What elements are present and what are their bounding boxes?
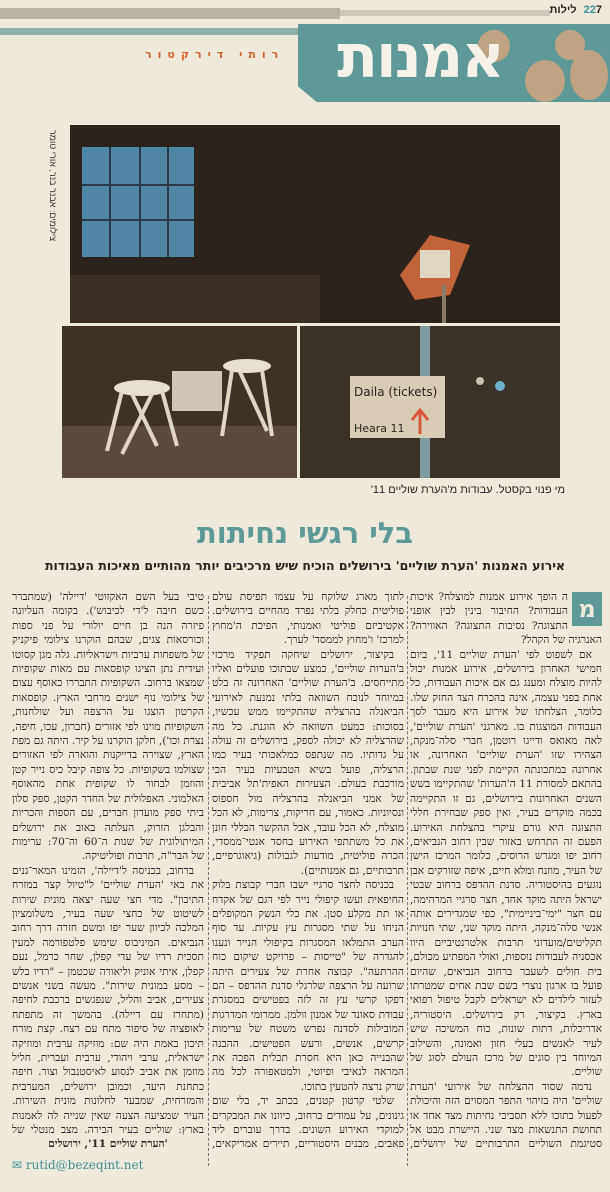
sign-text-line1: Daila (tickets) [354, 385, 438, 399]
decorative-blob [525, 60, 565, 102]
decorative-blob [570, 50, 608, 100]
byline: רותי דירקטור [145, 48, 285, 61]
article-subhead: אירוע האמנות 'הערת שוליים' בירושלים הוכיח שיש מרכיבים יותר מהותיים מאיכות העבודות [44, 558, 566, 573]
section-title: אמנות [337, 22, 503, 92]
paragraph: שלטי קרטון קטנים, בכתב יד, בלי שום גינונים, על עמודים ברחוב, כיוונו את המבקרים למוקדי האירוע השונים. בדרך עוברים ליד פאבים, מבנים היסטוריים, תיירים אמריקאים, [212, 1095, 404, 1150]
article-signoff: 'הערת שוליים 11', ירושלים [12, 1137, 204, 1151]
page-number: 22 [583, 4, 596, 16]
paragraph: טיבי בעל השם האקזוטי 'דיילה' (שמתברר כשם חיבה ל'די לכיבוש'). בקומה העליונה פיזרה הנה בן חיים יולורי על פני ספות וכורסאות צגים, שבהם הוקרנו צילומי פיקניק של משפחות ערביות וישראליות. גלה מגן קסוטו ועידית נתן הציגו קופסאות עם מאות שקופיות שמצאו ברחוב. השקופיות התבררו כאוסף עצום של צילומי נוף ישנים מרחבי הארץ. קופסאות הקרטון הוצגו על הרצפה ועל שולחנות, השקופיות מוינו לפי אזורים (חברון, עכו, חיפה, נצרת וכו'), חלקן הוקרנו על קיר. היתה גם מפת הארץ, שצוירה בדייקנות והוארה לפי האזורים שצולמו בשקופיות. כל צופה קיבל כיס נייר קטן והוזמן לבחור לו שקופית אחת מהאוסף האלמוני. האפלולית של החדר הקטן, ספק סלון ביתי ספק מועדון חברים, עם הספות והכריות והבלגן הזרוק, העלתה באוב את ירושלים המיתולוגית של שנות ה־60 וה־70: ערימות של הבר"ה, תרבות ופוליטיקה. [12, 591, 204, 863]
paragraph: בקיצור, ירושלים שיחקה תפקיד מרכזי ב'הערות שוליים', כמצע שבתוכו פועלים ואליו מתייחסים. ב'הערת שוליים' האחרונה זה בלט במיוחד לנוכח השוואה בלתי נמנעת לאירועי הביאנלה בהרצליה שהתקיימו ממש עכשיו, בסוכות: כמעט השוואה לא הוגנת. כל מה שהרצליה לא יכולה לספק, בירושלים זה עולה על גדותיו. מה שנתפס כמלאכותי בעיר כמו הרצליה, פועל בשיא הטבעיות בעיר הכי מורכבת בעולם. הצעירות האפית'תל אביבית של אמני הביאנלה בהרצליה מול חספוס ונסיוניות. כאמור, עם חריקות, צרימות, לא הכל מוצלח, לא הכל עובד, אבל ההקשר הכללי חונן את כל משתתפי האירוע בחסד אנטי־ממסדי, הכרה פוליטית, מודעות לגבולות (גיאוגרפיים, תרבותיים, גם אמנותיים). [212, 648, 404, 877]
photo-spread [42, 122, 562, 482]
photo-image [62, 326, 297, 478]
photo-stools [62, 326, 297, 478]
page-info [549, 4, 602, 16]
column-divider [407, 596, 408, 1166]
article-column-2 [212, 590, 404, 1150]
photo-credit: צילומים: אבנר בנר, אורי טומר [48, 130, 58, 242]
paragraph: ה הופך אירוע אמנות למוצלח? איכות העבודות? החיבור בינין לבין אופני התצוגה? נסיבות התצוגה? האווירה? האנרגיה של הקהל? [410, 591, 602, 647]
header-strip [0, 28, 300, 35]
photo-sign [300, 326, 560, 478]
paragraph: אם לשפוט לפי 'הערת שוליים 11', ביום חמישי האחרון בירושלים, אירוע אמנות יכול להיות מוצלח ומענג גם אם איכות העבודות, כל אחת בפני עצמה, אינה בהכרח הצד החזק שלו. כלומר, הצלחתו של אירוע היא מעבר לסך העבודות המוצגות בו. מארגני 'הערת שוליים', לאה מאואס ודייגו רוטמן, חברי סלה־מנקה, הצהירו שזו 'הערת שוליים' האחרונה, או אחרונה במתכונתה הקיימת לפני שנת שבתון. בהתאם למסורת 11 ה'הערות' שהתקיימו בשש השנים האחרונות בירושלים, גם זו התקיימה בכמה מוקדים בעיר, ואין ספק שבחירת חללי התצוגה היא גורם עיקרי בהצלחת האירוע. הפעם זה התרחש באזור שבין רחוב הנביאים, רחוב יפו ומגרש הרוסים, כלומר המרכז הישן של העיר, מוזנח ומלא חיים, איפה שזורקים אבן נוגעים בהיסטוריה. סדנת ההדפס ברחוב שבטי ישראל היתה מוקד אחד, חצר סרגיי המרהימה, עם חצר "ימי־ביניימית", כפי שמגדירים אותה אנשי סלה־מנקה, היתה מוקד שני, שתי חנויות תקליטים/מועדוני תרבות אלטרנטיביים היוו אכסניה לעבודות נוספות, ואולי המפתיע מכולם, בית חולים לשעבר ברחוב הנביאים, שהיום פועל בו ארגון נוצרי בשם שבת אחים שמטרתו לעזור לילדים לא ישראלים לקבל טיפול רפואי בארץ. בקיצור, רק בירושלים. היסטוריה, אדריכלות, דתות שונות, כוח המשיכה שיש לעיר לאנשים בעלי חזון ואמונה, והשילוב המיוחד בין סוגים של מרכז העולם לסוג של שוליים. [410, 648, 602, 1079]
header-rule [340, 10, 550, 16]
author-email[interactable] [12, 1158, 143, 1172]
article-headline: בלי רגשי נחיתות [196, 516, 414, 550]
sign-text-line2: Heara 11 [354, 422, 405, 435]
email-text: rutid@bezeqint.net [25, 1158, 144, 1172]
envelope-icon: ✉ [12, 1158, 26, 1172]
header-rule [0, 8, 340, 19]
paragraph: ברחוב, בכניסה ל'דיילה', הזמינו המאר־גנים את באי 'הערת שוליים' ל"טיול קצר במזרח התיכון". מדי חצי שעה יצאה מונית שירות לשיטוט של כחצי שעה בעיר, משלומציון המלכה לכיוון שער יפו ומשם חזרה דרך רחוב הנביאים. המיניבוס שימש פלטפורמה למעין תסכית רדיו של עדי קפלן, שחר כרמל, נעם קפלן, איתי אוניק וליאורה שכטמן – "רדיו בלש – מסע במונית שירות". מעשה בשני אנשים צעירים, אביב והליל, שנפגשים ברכבת לחיפה (מתחרז עם דיילה). בהמשך זה מתפתח לאופציה של סיפור מתח עם רצח. קצת מורח תיכון באמת היה שם: מוזיקה ערבית ומוזיקה ישראלית, ערבי ויהודי, ערבית ועברית, חליל מוזמן את אביב לנסוע לאיסטנבול וצור. חיפה כתחנת היעד, וכמובן ירושלים, המערבית והמזרחית, שמבעד לחלונות מונית השירות. העיר שמציעה הצעה שאין שנייה לה לאמנות בארץ: שוליים בעיר הבירה. מצב מנטלי של [12, 864, 204, 1135]
photo-image [70, 125, 560, 323]
article-column-3 [12, 590, 204, 1135]
paragraph: בכניסה לחצר סרגיי ישבו חברי קבוצת בלוק החיפאית ועשו קיפולי נייר לפי דגם של אקדח או תת מקלע סטן. את כלי הנשק המקופלים הניחו על שתי מסגרות עץ עקיות. עד סוף הערב התמלאו המסגרות בקיפולי הנייר ונענו להגדרה של "טייסות – פרויקט שיקום כוח ההרתעה". קבוצה אחרת של צעירים היתה שרועה על הרצפה שלרגלי סדנת ההדפס – הם דפקו קרשי עץ זה לזה בפטישים במסגרת עבודת סאונד של אמנון וולמן. ממרומי המדרגות המובילות לסדנה נפרש משטח של ערימות קרשים, אנשים, ורעש הפטישים. ההבנה שהבנייה כאן היא חסרת תכלית הפכה את המראה לנאיבי ופיוטי, ולמטאפורה לכל מה שרק נרצה להטעין בתוכו. [212, 879, 404, 1093]
paragraph: לתוך מארג שלוקח על עצמו תפיסת עולם פוליטית כחלק בלתי נפרד מהחיים בירושלים. אקטיביזם פוליטי ואמנותי, הפיכת ה'מחוץ למרכז' ו'מחוץ לממסד' לערך. [212, 591, 404, 647]
drop-cap: מ [572, 592, 602, 626]
paragraph: נדמה שסוד ההצלחה של אירועי 'הערת שוליים' היה בזיהוי התפר המסוים הזה והיכולת לפעול בתוכו ללא תסביכי נחיתות מצד אחד או תחושת התנשאות מצד שני. היישרת מבט אל סטיגמת השוליים התרבותיים של ירושלים, [410, 1080, 602, 1150]
photo-installation-room [70, 125, 560, 323]
column-divider [208, 596, 209, 1166]
photo-caption: מי פנוי בקסטל. עבודות מ'הערת שוליים 11' [370, 484, 565, 496]
article-column-1 [410, 590, 602, 1150]
publication-name: 7 לילות [549, 4, 602, 16]
photo-image [300, 326, 560, 478]
